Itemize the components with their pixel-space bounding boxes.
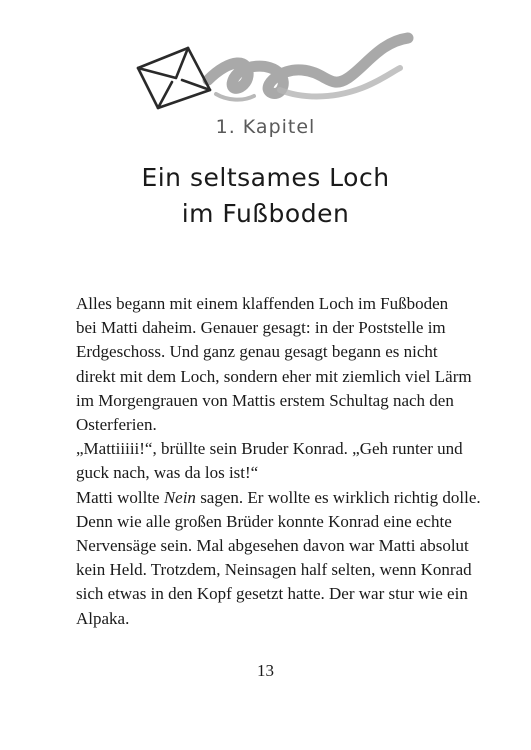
text-line: [76, 486, 481, 510]
text-line: bei Matti daheim. Genauer gesagt: in der Poststelle im: [76, 318, 446, 338]
text-line: guck nach, was da los ist!“: [76, 463, 259, 483]
text-line: „Mattiiiii!“, brüllte sein Bruder Konrad. „Geh runter und: [76, 439, 463, 459]
emphasized-word: Nein: [163, 487, 196, 507]
text-line: direkt mit dem Loch, sondern eher mit ziemlich viel Lärm: [76, 366, 472, 386]
chapter-title-line-2: im Fußboden: [181, 199, 350, 228]
text-line: im Morgengrauen von Mattis erstem Schultag nach den: [76, 390, 454, 410]
page-number: 13: [257, 661, 274, 680]
chapter-number: 1. Kapitel: [215, 116, 316, 138]
text-segment: Matti wollte: [76, 487, 164, 507]
text-line: Erdgeschoss. Und ganz genau gesagt begann es nicht: [76, 342, 438, 362]
text-line: Nervensäge sein. Mal abgesehen davon war Matti absolut: [76, 536, 469, 556]
body-paragraphs: [76, 292, 481, 631]
chapter-title: [0, 160, 531, 232]
text-line: Denn wie alle großen Brüder konnte Konrad eine echte: [76, 511, 452, 531]
text-line: Osterferien.: [76, 415, 157, 435]
envelope-swirl-icon: [130, 28, 420, 110]
text-line: Alpaka.: [76, 608, 130, 628]
chapter-title-line-1: Ein seltsames Loch: [141, 163, 390, 192]
text-segment: sagen. Er wollte es wirklich richtig dolle.: [195, 487, 481, 507]
text-line: sich etwas in den Kopf gesetzt hatte. Der war stur wie ein: [76, 584, 468, 604]
text-line: Alles begann mit einem klaffenden Loch im Fußboden: [76, 294, 449, 313]
text-line: kein Held. Trotzdem, Neinsagen half selten, wenn Konrad: [76, 560, 472, 580]
